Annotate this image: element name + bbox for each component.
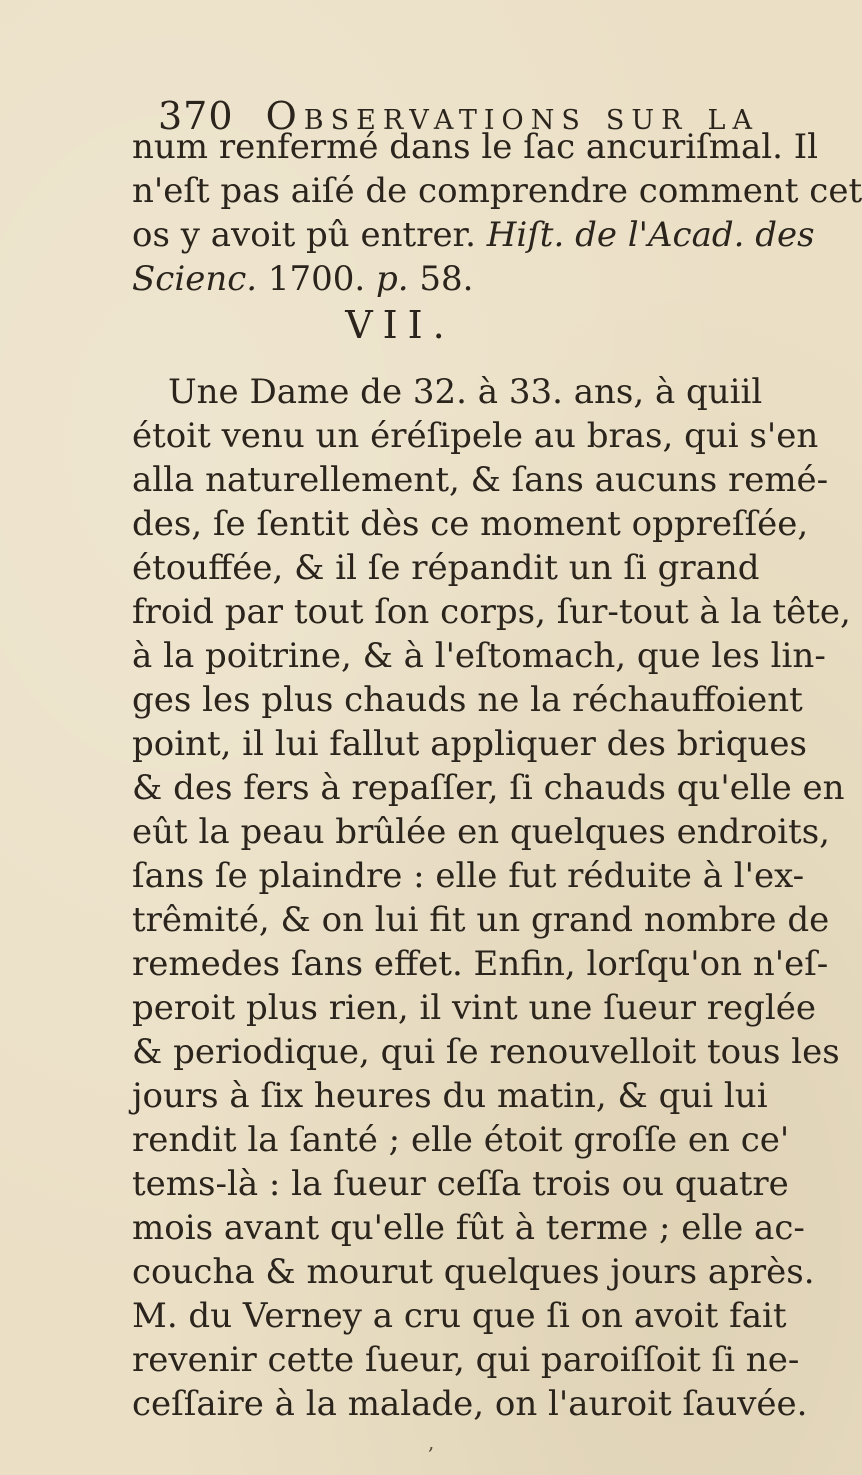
text-line: num renfermé dans le ſac ancuriſmal. Il xyxy=(132,127,819,167)
citation: Scienc. xyxy=(132,259,258,299)
citation-page-abbrev: p. xyxy=(376,259,409,299)
text-line: ceſſaire à la malade, on l'auroit ſauvée. xyxy=(132,1384,808,1424)
text-line: coucha & mourut quelques jours après. xyxy=(132,1252,815,1292)
text-line: alla naturellement, & ſans aucuns remé- xyxy=(132,460,829,500)
text-line: & periodique, qui ſe renouvelloit tous les xyxy=(132,1032,840,1072)
text-line: n'eſt pas aiſé de comprendre comment cet xyxy=(132,171,862,211)
page-number: 370 xyxy=(158,94,234,138)
text-line-content: os y avoit pû entrer. xyxy=(132,215,487,255)
text-line: point, il lui fallut appliquer des briques xyxy=(132,724,807,764)
text-line: trêmité, & on lui fit un grand nombre de xyxy=(132,900,830,940)
text-line: rendit la ſanté ; elle étoit groſſe en ce' xyxy=(132,1120,790,1160)
text-line: mois avant qu'elle fût à terme ; elle ac- xyxy=(132,1208,805,1248)
text-line: peroit plus rien, il vint une ſueur reglée xyxy=(132,988,817,1028)
text-line: M. du Verney a cru que ſi on avoit fait xyxy=(132,1296,787,1336)
citation: Hiſt. de l'Acad. des xyxy=(486,215,815,255)
text-line: ges les plus chauds ne la réchauffoient xyxy=(132,680,803,720)
text-line xyxy=(132,257,788,301)
text-line: étoit venu un éréſipele au bras, qui s'en xyxy=(132,416,819,456)
ink-mark: , xyxy=(428,1430,435,1454)
text-line: tems-là : la ſueur ceſſa trois ou quatre xyxy=(132,1164,789,1204)
text-line: étouffée, & il ſe répandit un ſi grand xyxy=(132,548,760,588)
text-line: remedes ſans effet. Enfin, lorſqu'on n'eſ- xyxy=(132,944,829,984)
text-line: eût la peau brûlée en quelques endroits, xyxy=(132,812,830,852)
text-line: & des fers à repaſſer, ſi chauds qu'elle en xyxy=(132,768,845,808)
text-line: froid par tout ſon corps, ſur-tout à la tête, xyxy=(132,592,851,632)
citation-page: 58. xyxy=(408,259,474,299)
text-line: des, ſe ſentit dès ce moment oppreſſée, xyxy=(132,504,809,544)
citation-year: 1700. xyxy=(257,259,377,299)
text-line xyxy=(132,213,815,257)
text-line: jours à ſix heures du matin, & qui lui xyxy=(132,1076,768,1116)
section-number: VII. xyxy=(345,303,455,347)
text-line: à la poitrine, & à l'eſtomach, que les lin- xyxy=(132,636,826,676)
text-line: Une Dame de 32. à 33. ans, à quiil xyxy=(168,372,763,412)
text-line: revenir cette ſueur, qui paroiſſoit ſi ne- xyxy=(132,1340,800,1380)
text-line: ſans ſe plaindre : elle fut réduite à l'ex- xyxy=(132,856,805,896)
running-head: Observations sur la xyxy=(265,94,759,138)
